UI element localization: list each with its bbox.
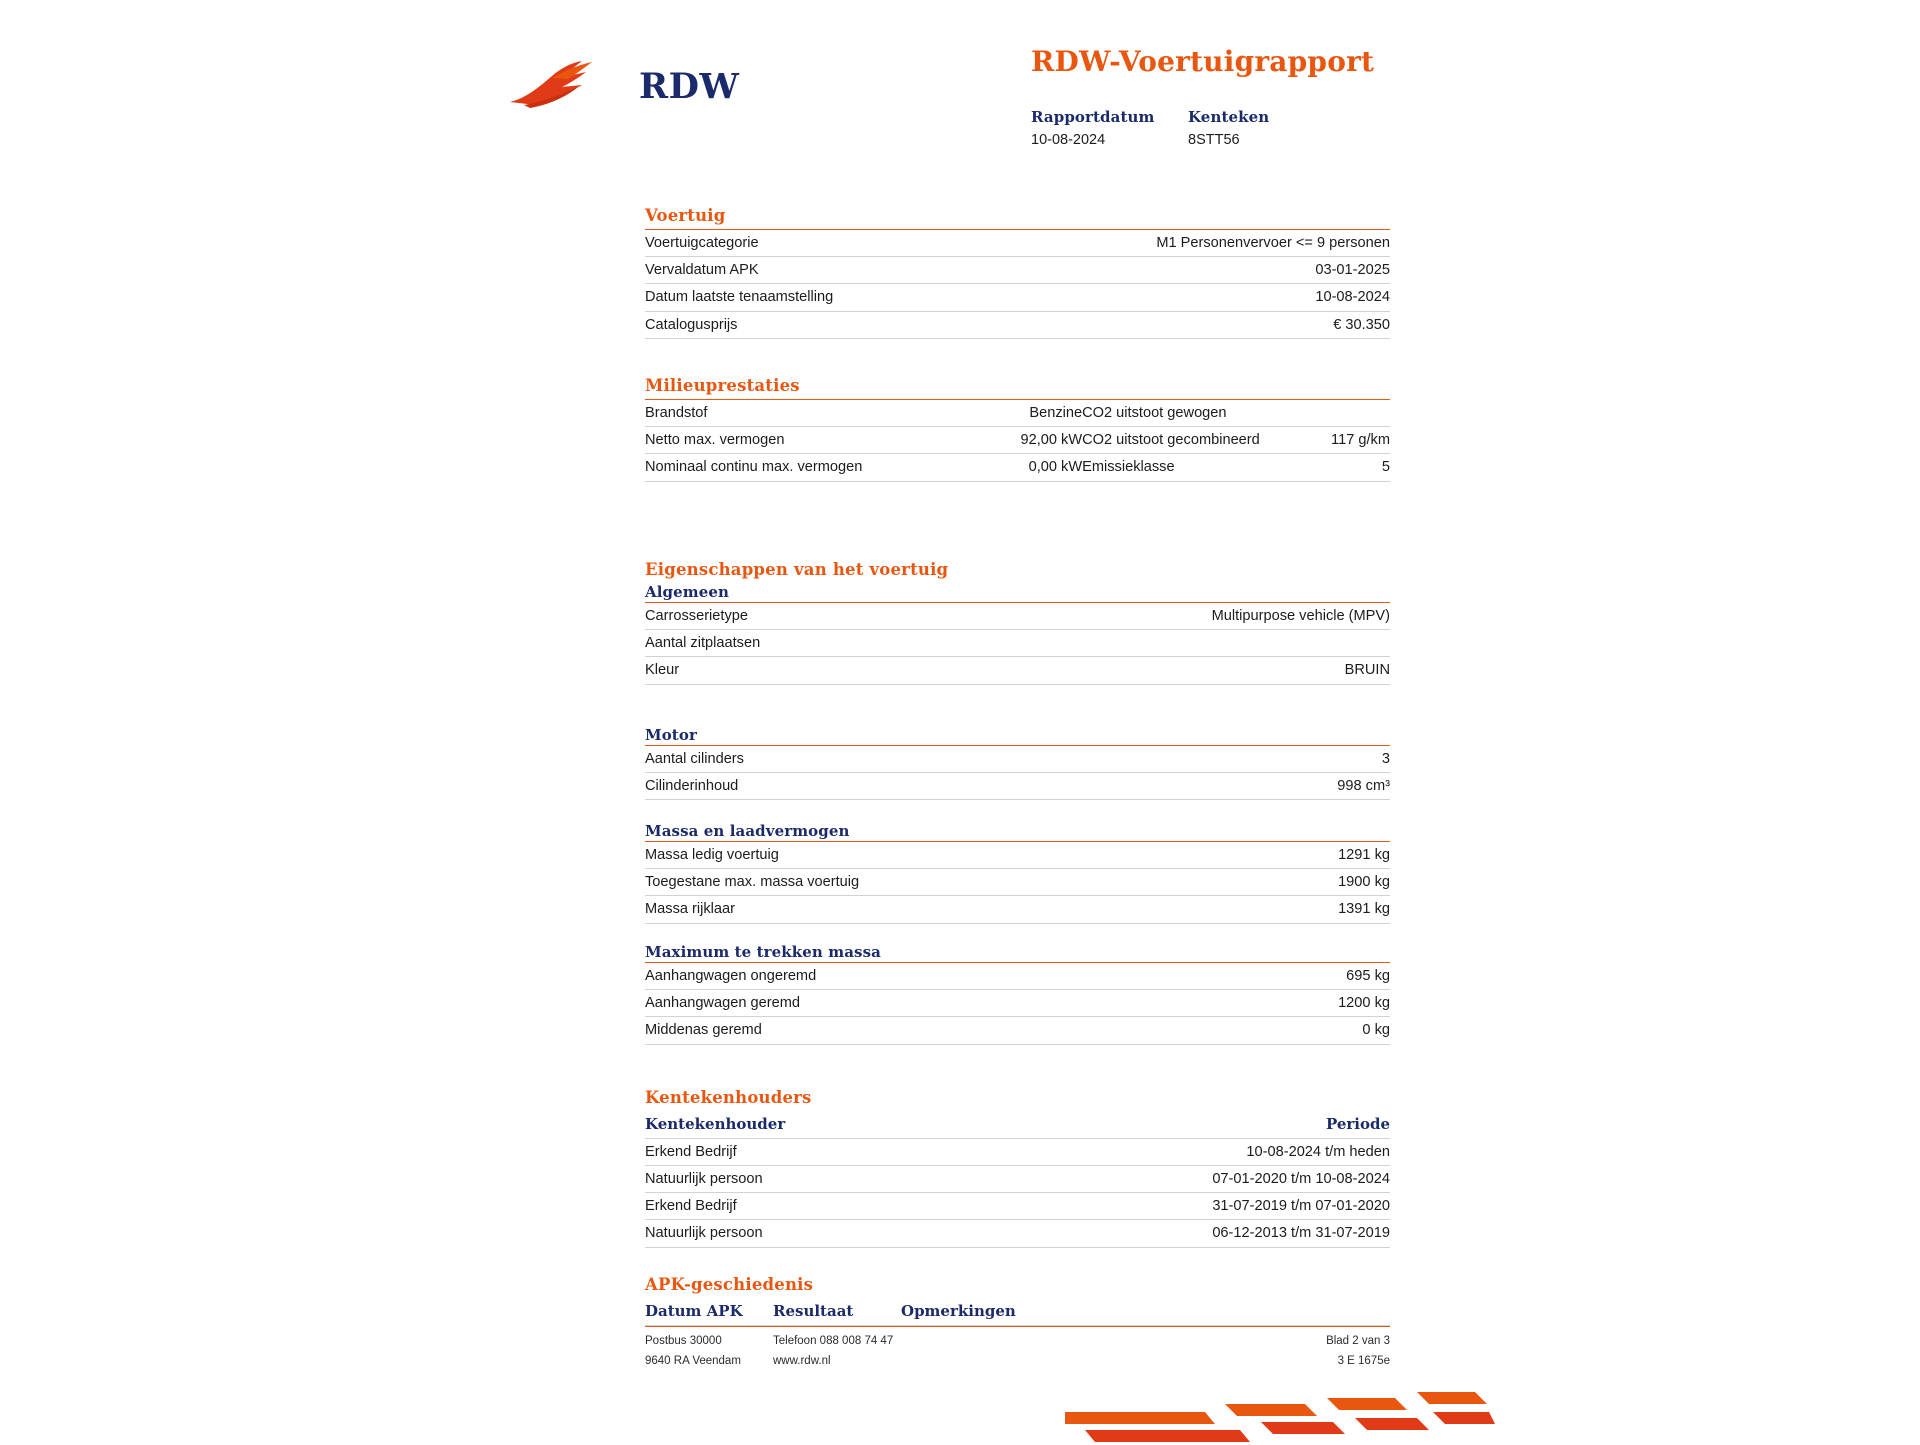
footer-address-1: Postbus 30000 xyxy=(645,1335,722,1347)
plate-label: Kenteken xyxy=(1188,108,1270,126)
section-voertuig xyxy=(645,206,1390,339)
row-label: Aanhangwagen ongeremd xyxy=(645,963,890,990)
row-label: Vervaldatum APK xyxy=(645,257,890,284)
table-row xyxy=(645,869,1390,896)
row-label: Catalogusprijs xyxy=(645,311,890,338)
report-date-label: Rapportdatum xyxy=(1031,108,1155,126)
row-label: Aantal zitplaatsen xyxy=(645,630,890,657)
table-row xyxy=(645,230,1390,257)
row-value: 1200 kg xyxy=(890,990,1390,1017)
row-value: 3 xyxy=(890,746,1390,773)
row-value: 10-08-2024 xyxy=(890,284,1390,311)
row-label: Kleur xyxy=(645,657,890,684)
row-mid-value: 92,00 kW xyxy=(932,427,1082,454)
table-row xyxy=(645,427,1390,454)
column-header-period: Periode xyxy=(890,1111,1390,1138)
row-value: 03-01-2025 xyxy=(890,257,1390,284)
subsection-title-algemeen: Algemeen xyxy=(645,583,730,601)
row-label: Massa ledig voertuig xyxy=(645,842,890,869)
section-milieuprestaties xyxy=(645,376,1390,482)
footer-contact-1: Telefoon 088 008 74 47 xyxy=(773,1335,894,1347)
table-row xyxy=(645,773,1390,800)
kentekenhouders-table xyxy=(645,1111,1390,1248)
row-value: 1391 kg xyxy=(890,896,1390,923)
table-header-row xyxy=(645,1298,1390,1325)
footer-decorative-stripes-icon xyxy=(1065,1390,1495,1445)
row-label: Aanhangwagen geremd xyxy=(645,990,890,1017)
row-label: Brandstof xyxy=(645,400,932,427)
holder-period: 10-08-2024 t/m heden xyxy=(890,1138,1390,1165)
row-label: Nominaal continu max. vermogen xyxy=(645,454,932,481)
rdw-swoosh-logo-icon xyxy=(508,58,616,110)
table-row xyxy=(645,1017,1390,1044)
subsection-title-trekken: Maximum te trekken massa xyxy=(645,943,881,961)
row-label: Cilinderinhoud xyxy=(645,773,890,800)
row-value: € 30.350 xyxy=(890,311,1390,338)
row-value: 1291 kg xyxy=(890,842,1390,869)
column-header-holder: Kentekenhouder xyxy=(645,1111,890,1138)
column-header-result: Resultaat xyxy=(773,1298,901,1325)
algemeen-table xyxy=(645,603,1390,685)
section-title-eigenschappen: Eigenschappen van het voertuig xyxy=(645,560,949,579)
table-row xyxy=(645,630,1390,657)
milieu-table xyxy=(645,400,1390,482)
rdw-logo-block xyxy=(508,30,828,120)
section-eigenschappen xyxy=(645,560,1390,685)
report-date-block xyxy=(1031,108,1188,148)
row-label: Massa rijklaar xyxy=(645,896,890,923)
row-mid-value: Benzine xyxy=(932,400,1082,427)
row-label: Aantal cilinders xyxy=(645,746,890,773)
table-row xyxy=(645,400,1390,427)
row-value-2 xyxy=(1312,400,1390,427)
row-value: BRUIN xyxy=(890,657,1390,684)
table-row xyxy=(645,1220,1390,1247)
table-row xyxy=(645,963,1390,990)
table-row xyxy=(645,284,1390,311)
table-row xyxy=(645,1193,1390,1220)
row-value: 998 cm³ xyxy=(890,773,1390,800)
row-value xyxy=(890,630,1390,657)
table-row xyxy=(645,896,1390,923)
plate-block xyxy=(1188,108,1388,148)
row-value: 0 kg xyxy=(890,1017,1390,1044)
row-value: Multipurpose vehicle (MPV) xyxy=(890,603,1390,630)
holder-period: 06-12-2013 t/m 31-07-2019 xyxy=(890,1220,1390,1247)
holder-period: 31-07-2019 t/m 07-01-2020 xyxy=(890,1193,1390,1220)
footer-website: www.rdw.nl xyxy=(773,1355,831,1367)
holder-name: Erkend Bedrijf xyxy=(645,1138,890,1165)
row-label: Netto max. vermogen xyxy=(645,427,932,454)
table-row xyxy=(645,454,1390,481)
footer-line-1 xyxy=(645,1335,1390,1347)
subsection-motor xyxy=(645,726,1390,800)
table-row xyxy=(645,603,1390,630)
table-row xyxy=(645,990,1390,1017)
divider xyxy=(645,1326,1390,1327)
row-label-2: CO2 uitstoot gecombineerd xyxy=(1082,427,1312,454)
row-label: Middenas geremd xyxy=(645,1017,890,1044)
apk-table xyxy=(645,1298,1390,1326)
footer-line-2 xyxy=(645,1355,1390,1367)
section-apk-geschiedenis xyxy=(645,1275,1390,1327)
holder-period: 07-01-2020 t/m 10-08-2024 xyxy=(890,1165,1390,1192)
table-header-row xyxy=(645,1111,1390,1138)
row-label-2: Emissieklasse xyxy=(1082,454,1312,481)
holder-name: Erkend Bedrijf xyxy=(645,1193,890,1220)
footer-page-number: Blad 2 van 3 xyxy=(1326,1335,1390,1347)
subsection-massa xyxy=(645,822,1390,924)
row-label-2: CO2 uitstoot gewogen xyxy=(1082,400,1312,427)
row-value-2: 5 xyxy=(1312,454,1390,481)
table-row xyxy=(645,657,1390,684)
section-title-milieuprestaties: Milieuprestaties xyxy=(645,376,800,395)
subsection-title-motor: Motor xyxy=(645,726,697,744)
subsection-title-massa: Massa en laadvermogen xyxy=(645,822,850,840)
row-label: Voertuigcategorie xyxy=(645,230,890,257)
subsection-trekken xyxy=(645,943,1390,1045)
row-value-2: 117 g/km xyxy=(1312,427,1390,454)
row-value: 1900 kg xyxy=(890,869,1390,896)
page-footer xyxy=(645,1335,1390,1375)
voertuig-table xyxy=(645,230,1390,339)
footer-form-code: 3 E 1675e xyxy=(1337,1355,1390,1367)
row-label: Datum laatste tenaamstelling xyxy=(645,284,890,311)
row-mid-value: 0,00 kW xyxy=(932,454,1082,481)
motor-table xyxy=(645,746,1390,800)
page-title: RDW-Voertuigrapport xyxy=(1031,45,1375,78)
section-kentekenhouders xyxy=(645,1088,1390,1248)
table-row xyxy=(645,257,1390,284)
table-row xyxy=(645,311,1390,338)
row-label: Carrosserietype xyxy=(645,603,890,630)
table-row xyxy=(645,842,1390,869)
holder-name: Natuurlijk persoon xyxy=(645,1220,890,1247)
trekgewicht-table xyxy=(645,963,1390,1045)
table-row xyxy=(645,746,1390,773)
section-title-apk: APK-geschiedenis xyxy=(645,1275,814,1294)
footer-address-2: 9640 RA Veendam xyxy=(645,1355,741,1367)
table-row xyxy=(645,1165,1390,1192)
row-value: 695 kg xyxy=(890,963,1390,990)
table-row xyxy=(645,1138,1390,1165)
plate-value: 8STT56 xyxy=(1188,132,1240,148)
row-label: Toegestane max. massa voertuig xyxy=(645,869,890,896)
report-meta xyxy=(1031,108,1451,148)
holder-name: Natuurlijk persoon xyxy=(645,1165,890,1192)
column-header-remarks: Opmerkingen xyxy=(901,1298,1390,1325)
row-value: M1 Personenvervoer <= 9 personen xyxy=(890,230,1390,257)
report-date-value: 10-08-2024 xyxy=(1031,132,1106,148)
rdw-logo-wordmark: RDW xyxy=(639,66,740,107)
massa-table xyxy=(645,842,1390,924)
section-title-kentekenhouders: Kentekenhouders xyxy=(645,1088,812,1107)
section-title-voertuig: Voertuig xyxy=(645,206,726,225)
column-header-date: Datum APK xyxy=(645,1298,773,1325)
